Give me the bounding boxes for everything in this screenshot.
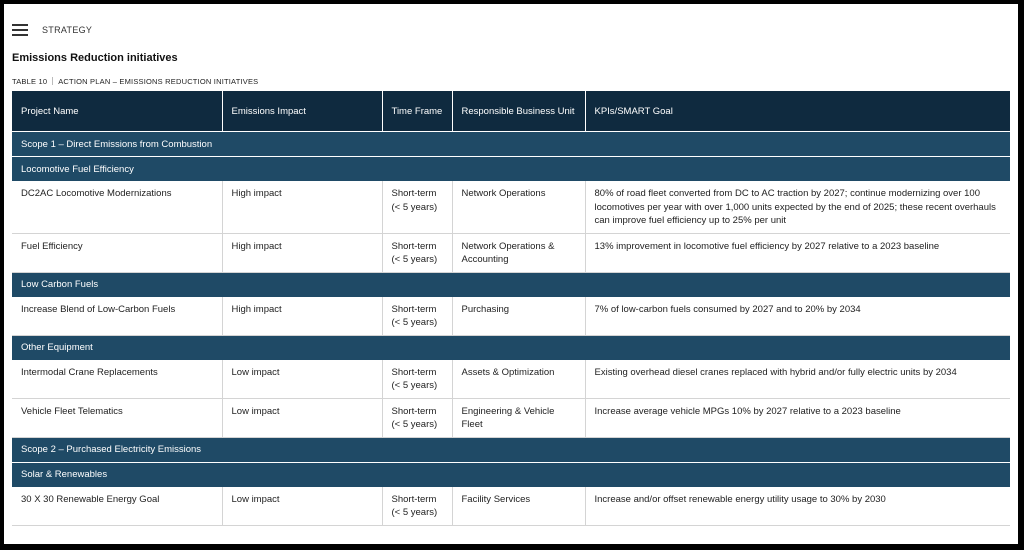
table-body	[12, 132, 1010, 526]
table-row	[12, 297, 1010, 336]
header-emissions-impact: Emissions Impact	[222, 91, 382, 132]
emissions-impact-cell: High impact	[222, 297, 382, 336]
project-name-cell: Fuel Efficiency	[12, 233, 222, 272]
hamburger-menu-icon[interactable]	[12, 24, 28, 36]
project-name-cell: Vehicle Fleet Telematics	[12, 398, 222, 437]
category-header-row	[12, 157, 1010, 182]
top-bar	[12, 24, 92, 36]
emissions-impact-cell: High impact	[222, 233, 382, 272]
caption-divider	[52, 77, 53, 85]
category-header-row	[12, 272, 1010, 297]
table-row	[12, 181, 1010, 233]
responsible-unit-cell: Network Operations	[452, 181, 585, 233]
table-row	[12, 487, 1010, 526]
section-label: STRATEGY	[42, 25, 93, 35]
time-frame-cell: Short-term (< 5 years)	[382, 398, 452, 437]
kpi-goal-cell: 80% of road fleet converted from DC to AC traction by 2027; continue modernizing over 100 locomotives per year with over 1,000 units expected by the end of 2025; these recent overhauls can improve fuel efficiency up to 25% per unit	[585, 181, 1010, 233]
scope-label: Scope 2 – Purchased Electricity Emissions	[12, 437, 1010, 462]
kpi-goal-cell: 7% of low-carbon fuels consumed by 2027 and to 20% by 2034	[585, 297, 1010, 336]
emissions-impact-cell: Low impact	[222, 487, 382, 526]
table-caption	[12, 77, 258, 86]
table-row	[12, 398, 1010, 437]
category-header-row	[12, 462, 1010, 487]
category-label: Low Carbon Fuels	[12, 272, 1010, 297]
time-frame-cell: Short-term (< 5 years)	[382, 487, 452, 526]
emissions-impact-cell: Low impact	[222, 398, 382, 437]
table-number: TABLE 10	[12, 77, 48, 86]
responsible-unit-cell: Assets & Optimization	[452, 360, 585, 399]
scope-header-row	[12, 437, 1010, 462]
responsible-unit-cell: Facility Services	[452, 487, 585, 526]
header-time-frame: Time Frame	[382, 91, 452, 132]
project-name-cell: Intermodal Crane Replacements	[12, 360, 222, 399]
responsible-unit-cell: Network Operations & Accounting	[452, 233, 585, 272]
project-name-cell: 30 X 30 Renewable Energy Goal	[12, 487, 222, 526]
responsible-unit-cell: Engineering & Vehicle Fleet	[452, 398, 585, 437]
page-title: Emissions Reduction initiatives	[12, 52, 178, 64]
responsible-unit-cell: Purchasing	[452, 297, 585, 336]
table-title: ACTION PLAN – EMISSIONS REDUCTION INITIATIVES	[58, 77, 259, 86]
category-label: Other Equipment	[12, 335, 1010, 360]
kpi-goal-cell: Increase and/or offset renewable energy utility usage to 30% by 2030	[585, 487, 1010, 526]
table-row	[12, 233, 1010, 272]
header-kpi-goal: KPIs/SMART Goal	[585, 91, 1010, 132]
time-frame-cell: Short-term (< 5 years)	[382, 360, 452, 399]
time-frame-cell: Short-term (< 5 years)	[382, 297, 452, 336]
scope-header-row	[12, 132, 1010, 157]
table-row	[12, 360, 1010, 399]
project-name-cell: Increase Blend of Low-Carbon Fuels	[12, 297, 222, 336]
emissions-impact-cell: High impact	[222, 181, 382, 233]
table-header-row	[12, 91, 1010, 132]
kpi-goal-cell: Existing overhead diesel cranes replaced with hybrid and/or fully electric units by 2034	[585, 360, 1010, 399]
category-header-row	[12, 335, 1010, 360]
category-label: Solar & Renewables	[12, 462, 1010, 487]
header-project-name: Project Name	[12, 91, 222, 132]
category-label: Locomotive Fuel Efficiency	[12, 157, 1010, 182]
emissions-impact-cell: Low impact	[222, 360, 382, 399]
time-frame-cell: Short-term (< 5 years)	[382, 181, 452, 233]
action-plan-table	[12, 91, 1010, 526]
project-name-cell: DC2AC Locomotive Modernizations	[12, 181, 222, 233]
document-page	[4, 4, 1018, 544]
header-responsible-unit: Responsible Business Unit	[452, 91, 585, 132]
time-frame-cell: Short-term (< 5 years)	[382, 233, 452, 272]
kpi-goal-cell: 13% improvement in locomotive fuel efficiency by 2027 relative to a 2023 baseline	[585, 233, 1010, 272]
kpi-goal-cell: Increase average vehicle MPGs 10% by 2027 relative to a 2023 baseline	[585, 398, 1010, 437]
scope-label: Scope 1 – Direct Emissions from Combustion	[12, 132, 1010, 157]
